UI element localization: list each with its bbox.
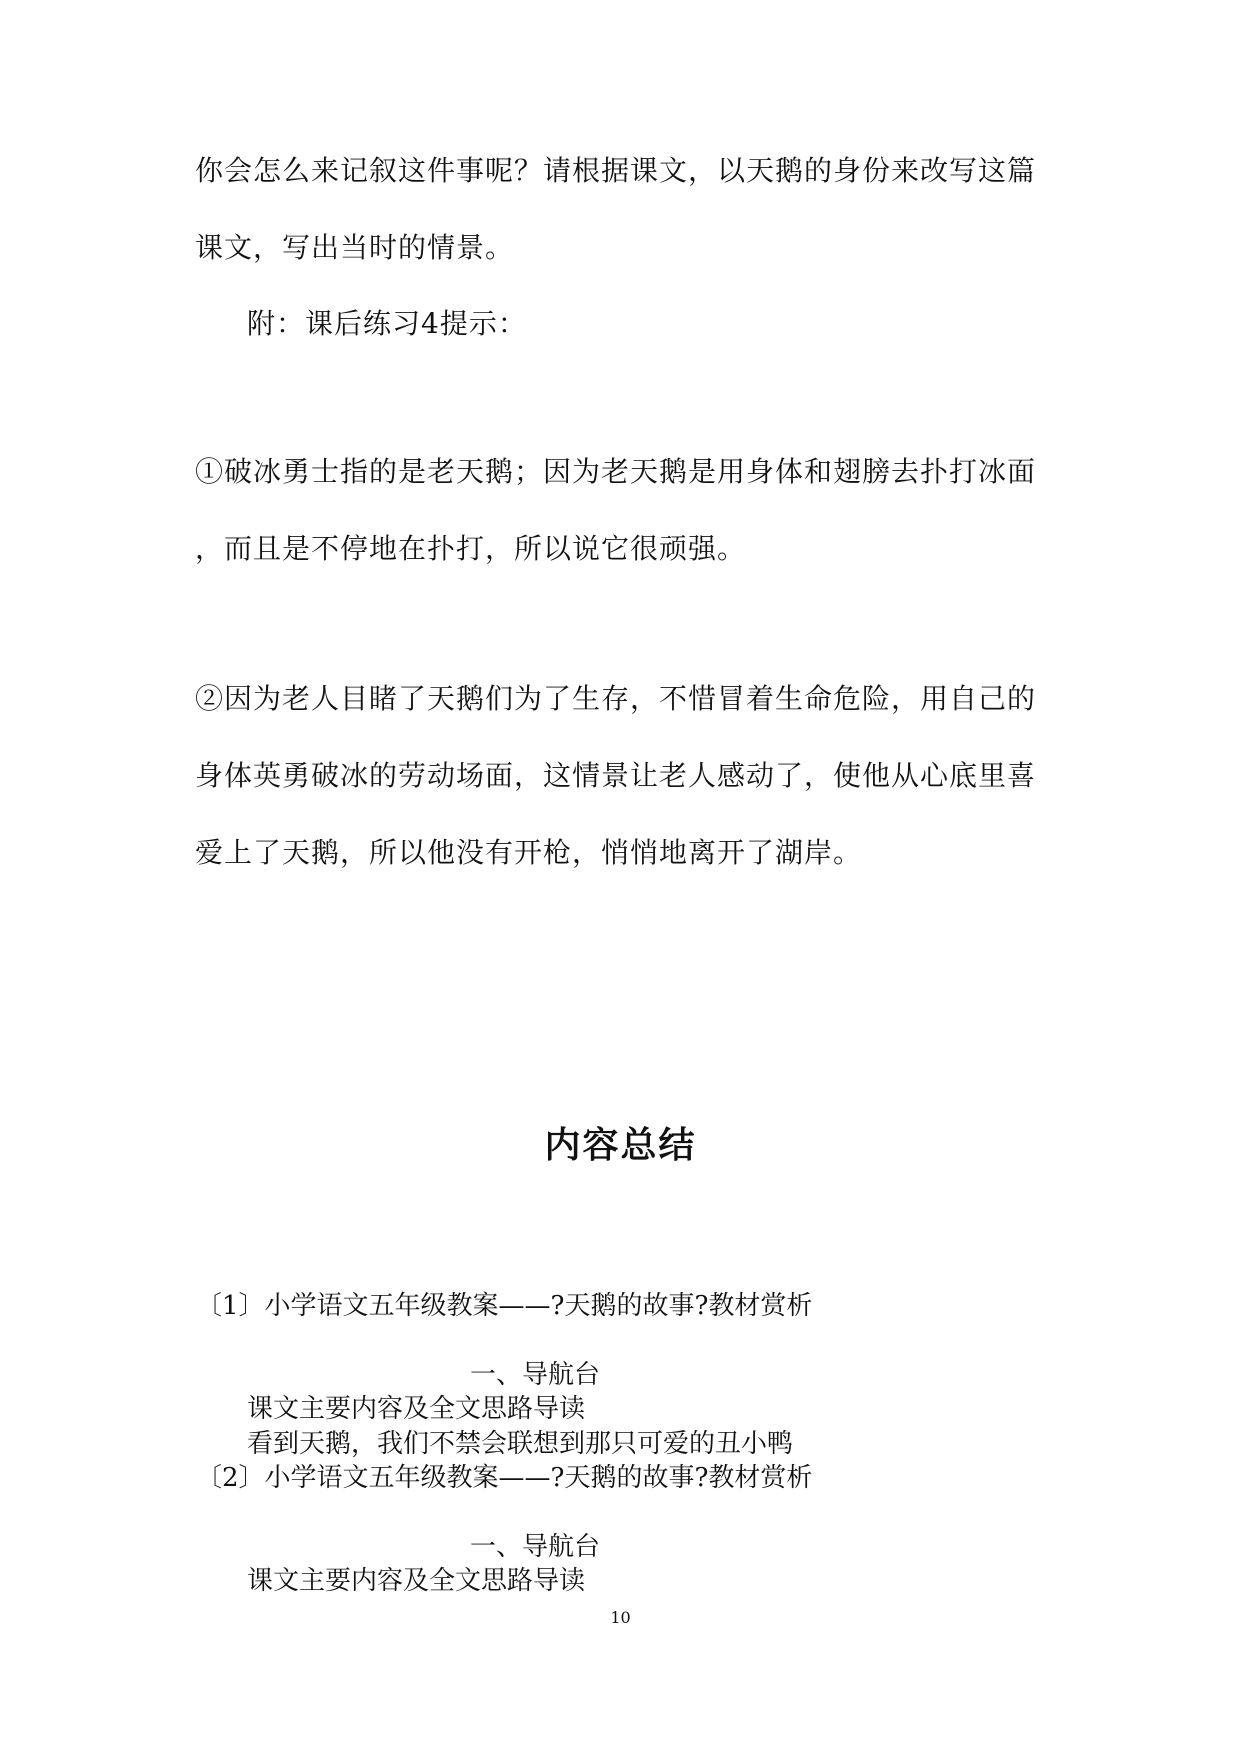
- answer-1-line-1: ①破冰勇士指的是老天鹅；因为老天鹅是用身体和翅膀去扑打冰面: [195, 455, 1037, 488]
- appendix-heading: 附：课后练习4提示：: [247, 307, 527, 340]
- summary-item-1-heading: 〔1〕小学语文五年级教案——?天鹅的故事?教材赏析: [196, 1291, 813, 1321]
- summary-item-1-subheading: 一、导航台: [470, 1360, 601, 1390]
- answer-2-line-1: ②因为老人目睹了天鹅们为了生存，不惜冒着生命危险，用自己的: [195, 682, 1037, 715]
- summary-item-2-heading: 〔2〕小学语文五年级教案——?天鹅的故事?教材赏析: [196, 1463, 813, 1493]
- answer-2-line-2: 身体英勇破冰的劳动场面，这情景让老人感动了，使他从心底里喜: [195, 759, 1037, 792]
- answer-2-line-3: 爱上了天鹅，所以他没有开枪，悄悄地离开了湖岸。: [195, 836, 863, 869]
- summary-item-1-text-2: 看到天鹅，我们不禁会联想到那只可爱的丑小鸭: [247, 1429, 794, 1459]
- body-line-1: 你会怎么来记叙这件事呢？请根据课文，以天鹅的身份来改写这篇: [195, 154, 1037, 187]
- answer-1-line-2: ，而且是不停地在扑打，所以说它很顽强。: [195, 532, 747, 565]
- summary-item-2-text-1: 课文主要内容及全文思路导读: [247, 1566, 586, 1596]
- page-number: 10: [610, 1608, 631, 1627]
- summary-title: 内容总结: [544, 1125, 697, 1166]
- summary-item-1-text-1: 课文主要内容及全文思路导读: [247, 1394, 586, 1424]
- body-line-2: 课文，写出当时的情景。: [195, 231, 515, 264]
- summary-item-2-subheading: 一、导航台: [470, 1532, 601, 1562]
